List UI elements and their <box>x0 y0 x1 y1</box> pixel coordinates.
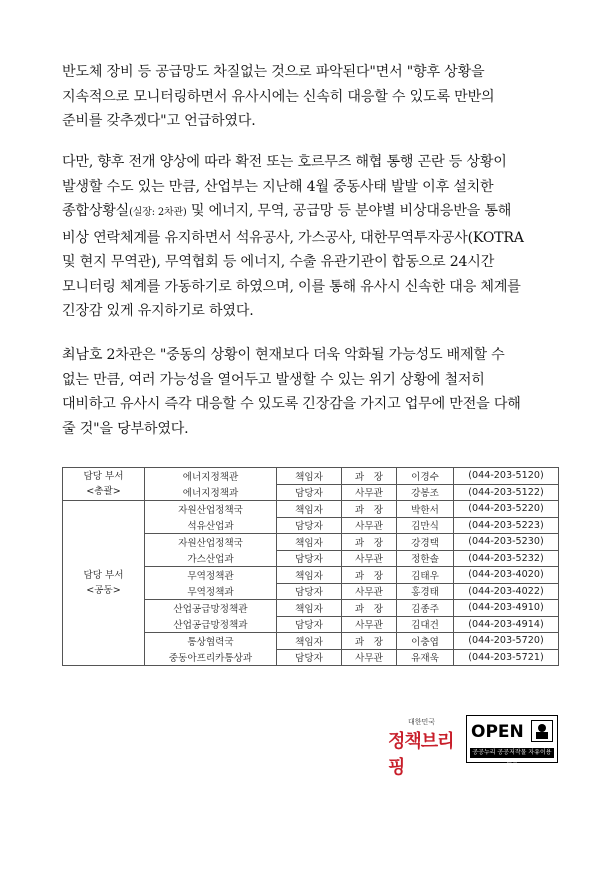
cell-title: 과 장 <box>342 600 397 617</box>
cell-role: 담당자 <box>277 484 342 501</box>
text-line: 최남호 2차관은 "중동의 상황이 현재보다 더욱 악화될 가능성도 배제할 수 <box>62 347 505 363</box>
cell-name: 정한솔 <box>397 550 454 567</box>
group-label: 담당 부서 <box>83 471 124 482</box>
cell-name: 강경택 <box>397 534 454 551</box>
text-line: 모니터링 체계를 가동하기로 하였으며, 이를 통해 유사시 신속한 대응 체계를 <box>62 278 521 295</box>
cell-dept: 통상협력국 <box>145 633 277 650</box>
cell-name: 이경수 <box>397 468 454 485</box>
text-line: 및 현지 무역관), 무역협회 등 에너지, 수출 유관기관이 합동으로 24시간 <box>62 254 495 270</box>
cell-phone: (044-203-5232) <box>454 550 559 567</box>
text-line: 발생할 수도 있는 만큼, 산업부는 지난해 4월 중동사태 발발 이후 설치한 <box>62 178 494 195</box>
open-word: OPEN <box>471 722 524 742</box>
cell-title: 사무관 <box>342 550 397 567</box>
cell-dept: 산업공급망정책관 <box>145 600 277 617</box>
text-segment: 종합상황실 <box>62 203 130 219</box>
cell-title: 사무관 <box>342 616 397 633</box>
cell-dept: 무역정책관 <box>145 567 277 584</box>
cell-dept: 자원산업정책국 <box>145 534 277 551</box>
cell-phone: (044-203-4914) <box>454 616 559 633</box>
cell-phone: (044-203-5120) <box>454 468 559 485</box>
text-line: 긴장감 있게 유지하기로 하였다. <box>62 303 254 319</box>
table-row <box>63 468 559 485</box>
text-line: 반도체 장비 등 공급망도 차질없는 것으로 파악된다"면서 "향후 상황을 <box>62 64 485 80</box>
person-icon <box>531 720 553 742</box>
cell-title: 과 장 <box>342 468 397 485</box>
cell-role: 담당자 <box>277 649 342 666</box>
cell-title: 과 장 <box>342 633 397 650</box>
cell-dept: 중동아프리카통상과 <box>145 649 277 666</box>
group-label: 담당 부서 <box>83 570 124 581</box>
cell-role: 담당자 <box>277 583 342 600</box>
cell-name: 김태우 <box>397 567 454 584</box>
policy-briefing-logo <box>388 715 464 778</box>
cell-dept: 무역정책과 <box>145 583 277 600</box>
cell-phone: (044-203-4022) <box>454 583 559 600</box>
cell-name: 김종주 <box>397 600 454 617</box>
cell-name: 홍경태 <box>397 583 454 600</box>
cell-title: 사무관 <box>342 583 397 600</box>
text-line: 다만, 향후 전개 양상에 따라 확전 또는 호르무즈 해협 통행 곤란 등 상황이 <box>62 154 507 170</box>
contact-table <box>62 467 559 666</box>
cell-phone: (044-203-5721) <box>454 649 559 666</box>
cell-phone: (044-203-5122) <box>454 484 559 501</box>
logo-subtitle: 대한민국 <box>408 718 436 726</box>
group-label: <총괄> <box>86 486 121 497</box>
text-note: (실장: 2차관) <box>129 207 187 218</box>
paragraph-3 <box>62 343 562 441</box>
cell-dept: 에너지정책관 <box>145 468 277 485</box>
cell-title: 과 장 <box>342 501 397 518</box>
cell-name: 유재욱 <box>397 649 454 666</box>
cell-title: 과 장 <box>342 534 397 551</box>
text-line: 없는 만큼, 여러 가능성을 열어두고 발생할 수 있는 위기 상황에 철저히 <box>62 371 485 388</box>
cell-dept: 자원산업정책국 <box>145 501 277 518</box>
cell-dept: 석유산업과 <box>145 517 277 534</box>
cell-name: 김만식 <box>397 517 454 534</box>
cell-phone: (044-203-5230) <box>454 534 559 551</box>
cell-role: 책임자 <box>277 501 342 518</box>
cell-role: 책임자 <box>277 468 342 485</box>
group-label: <공동> <box>86 585 121 596</box>
paragraph-1 <box>62 60 562 134</box>
text-line: 대비하고 유사시 즉각 대응할 수 있도록 긴장감을 가지고 업무에 만전을 다해 <box>62 396 521 412</box>
cell-dept: 가스산업과 <box>145 550 277 567</box>
cell-name: 강봉조 <box>397 484 454 501</box>
cell-title: 과 장 <box>342 567 397 584</box>
cell-phone: (044-203-5220) <box>454 501 559 518</box>
cell-phone: (044-203-4020) <box>454 567 559 584</box>
group-label-cell <box>63 468 145 501</box>
table-row <box>63 501 559 518</box>
cell-role: 책임자 <box>277 534 342 551</box>
cell-role: 담당자 <box>277 616 342 633</box>
cell-dept: 에너지정책과 <box>145 484 277 501</box>
cell-title: 사무관 <box>342 517 397 534</box>
logo-title: 정책브리핑 <box>388 731 454 778</box>
cell-role: 책임자 <box>277 600 342 617</box>
cell-role: 책임자 <box>277 567 342 584</box>
text-line: 준비를 갖추겠다"고 언급하였다. <box>62 113 256 129</box>
text-line-mixed <box>62 199 562 226</box>
cell-phone: (044-203-4910) <box>454 600 559 617</box>
cell-dept: 산업공급망정책과 <box>145 616 277 633</box>
cell-phone: (044-203-5720) <box>454 633 559 650</box>
open-license-bar: 공공누리 공공저작물 자유이용허락 <box>470 748 554 758</box>
cell-name: 박한서 <box>397 501 454 518</box>
footer-logos <box>380 711 560 778</box>
cell-name: 김대건 <box>397 616 454 633</box>
cell-phone: (044-203-5223) <box>454 517 559 534</box>
text-segment: 및 에너지, 무역, 공급망 등 분야별 비상대응반을 통해 <box>186 203 512 219</box>
cell-role: 담당자 <box>277 517 342 534</box>
cell-name: 이충엽 <box>397 633 454 650</box>
paragraph-2 <box>62 150 562 324</box>
kogl-open-logo <box>466 715 558 766</box>
cell-title: 사무관 <box>342 649 397 666</box>
cell-role: 책임자 <box>277 633 342 650</box>
cell-role: 담당자 <box>277 550 342 567</box>
text-line: 비상 연락체계를 유지하면서 석유공사, 가스공사, 대한무역투자공사(KOTRA <box>62 229 524 246</box>
text-line: 지속적으로 모니터링하면서 유사시에는 신속히 대응할 수 있도록 만반의 <box>62 88 495 105</box>
group-label-cell <box>63 501 145 666</box>
text-line: 줄 것"을 당부하였다. <box>62 420 189 437</box>
cell-title: 사무관 <box>342 484 397 501</box>
